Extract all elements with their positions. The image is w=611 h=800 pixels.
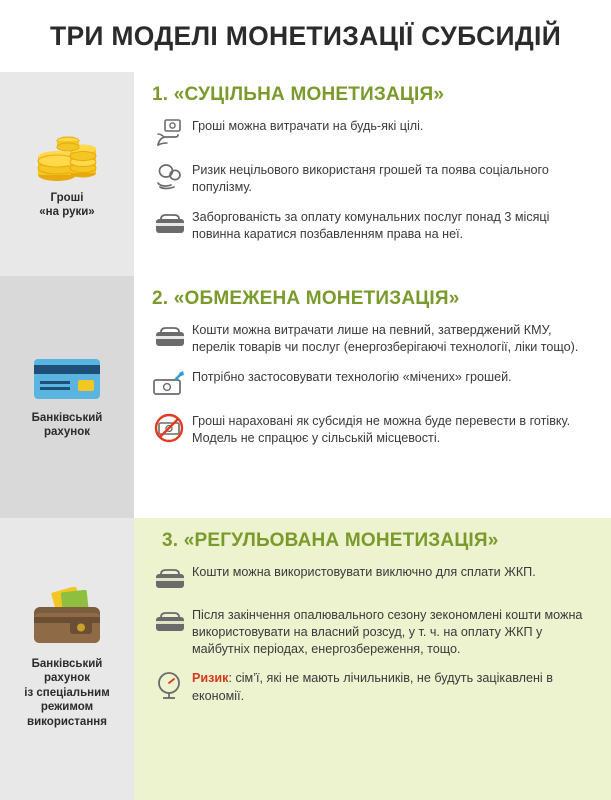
hand-with-money-icon [148, 117, 192, 149]
list-item-text: Гроші нараховані як субсидія не можна буде перевести в готівку. Модель не спрацює у сільській місцевості. [192, 414, 571, 446]
coins-loose-icon [148, 161, 192, 193]
page-title-bar [0, 0, 611, 72]
bank-card-icon [30, 353, 104, 403]
list-item [148, 160, 597, 196]
list-item [148, 411, 597, 447]
section-3-bullets [148, 562, 597, 705]
section-1 [134, 72, 611, 276]
rail-2-caption [32, 411, 103, 440]
rail-1-caption [39, 191, 94, 220]
coins-stack-icon [31, 127, 103, 183]
rail-3-caption-line-1: Банківський [31, 657, 103, 670]
rail-section-1 [0, 72, 134, 276]
list-item [148, 320, 597, 356]
no-cash-prohibited-icon [148, 412, 192, 444]
list-item-text: Після закінчення опалювального сезону зекономлені кошти можна використовувати на власний розсуд, у т. ч. на оплату ЖКП у майбутніх періодах, енергозбереження, тощо. [192, 608, 583, 657]
list-item [148, 116, 597, 149]
rail-3-caption-line-2: рахунок [43, 672, 91, 685]
list-item-text: Кошти можна витрачати лише на певний, затверджений КМУ, перелік товарів чи послуг (енергозберігаючі технології, ліки тощо). [192, 323, 579, 355]
section-2 [134, 276, 611, 518]
rail-section-2 [0, 276, 134, 518]
section-3 [134, 518, 611, 800]
marked-money-icon [148, 368, 192, 400]
rail-1-caption-line-1: Гроші [50, 191, 84, 204]
risk-label: Ризик [192, 671, 229, 686]
rail-2-caption-line-1: Банківський [31, 411, 103, 424]
wallet-with-cards-icon [24, 587, 110, 649]
list-item [148, 562, 597, 595]
rail-3-caption-line-4: режимом [40, 701, 94, 714]
list-item [148, 207, 597, 243]
wallet-purse-icon [148, 563, 192, 595]
list-item-text: Гроші можна витрачати на будь-які цілі. [192, 119, 424, 133]
meter-gauge-icon [148, 669, 192, 701]
list-item-text: Заборгованість за оплату комунальних послуг понад 3 місяці повинна каратися позбавленням права на неї. [192, 210, 550, 242]
rail-3-caption-line-5: використання [27, 715, 107, 728]
list-item-text: Ризик нецільового використаня грошей та поява соціального популізму. [192, 163, 549, 195]
wallet-purse-icon [148, 321, 192, 353]
section-1-bullets [148, 116, 597, 244]
list-item [148, 668, 597, 704]
list-item-text: Потрібно застосовувати технологію «мічених» грошей. [192, 370, 512, 385]
rail-3-caption-line-3: із спеціальним [24, 686, 110, 699]
risk-text: : сім’ї, які не мають лічильників, не будуть зацікавлені в економії. [192, 671, 553, 703]
rail-2-caption-line-2: рахунок [43, 426, 91, 438]
section-1-heading: 1. «СУЦІЛЬНА МОНЕТИЗАЦІЯ» [152, 84, 445, 105]
section-2-bullets [148, 320, 597, 448]
wallet-purse-icon [148, 606, 192, 638]
list-item-text [192, 668, 597, 704]
wallet-purse-icon [148, 208, 192, 240]
list-item [148, 367, 597, 400]
rail-section-3 [0, 518, 134, 800]
rail-3-caption [24, 657, 109, 729]
rail-1-caption-line-2: «на руки» [39, 206, 95, 218]
section-3-heading: 3. «РЕГУЛЬОВАНА МОНЕТИЗАЦІЯ» [162, 530, 499, 551]
page-title: ТРИ МОДЕЛІ МОНЕТИЗАЦІЇ СУБСИДІЙ [49, 20, 562, 51]
list-item [148, 605, 597, 658]
section-2-heading: 2. «ОБМЕЖЕНА МОНЕТИЗАЦІЯ» [152, 288, 460, 309]
list-item-text: Кошти можна використовувати виключно для сплати ЖКП. [192, 565, 536, 579]
